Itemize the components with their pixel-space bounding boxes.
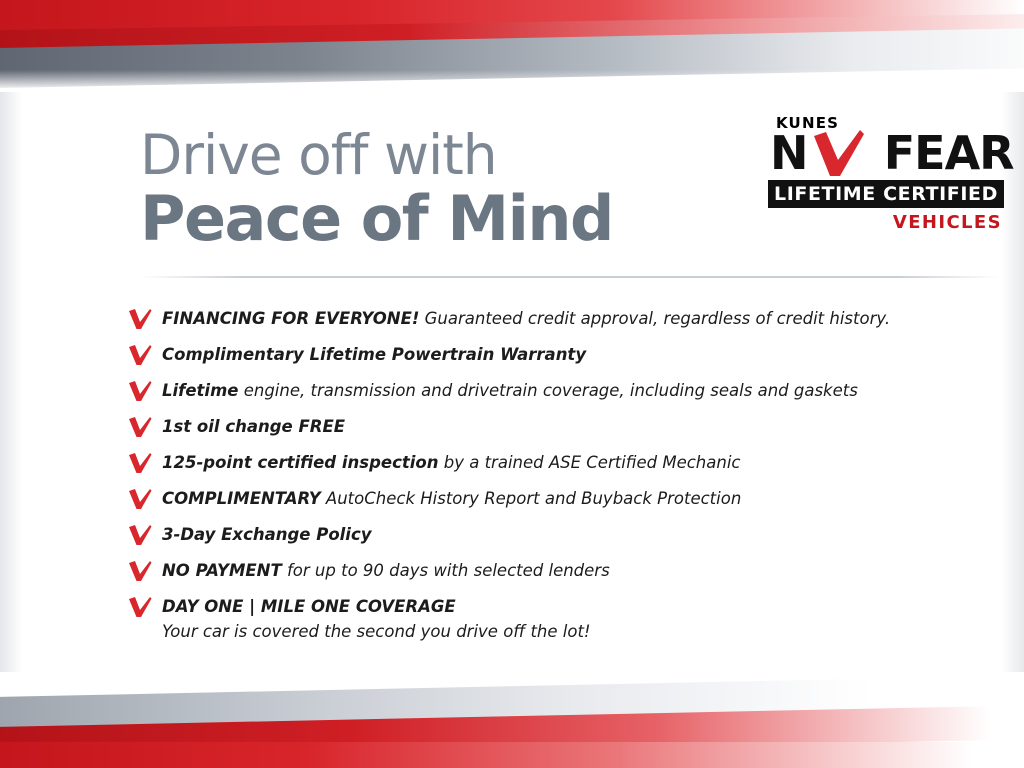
list-item-text	[162, 561, 610, 580]
logo-nofear-n: N	[770, 126, 808, 180]
list-item-subtext: Your car is covered the second you drive off the lot!	[162, 622, 591, 641]
list-item	[128, 524, 968, 550]
list-item	[128, 452, 968, 478]
red-check-mark-icon	[810, 130, 866, 180]
logo-nofear-fear: FEAR	[883, 126, 1014, 180]
red-check-mark-icon	[128, 561, 152, 583]
list-item-rest: Guaranteed credit approval, regardless of credit history.	[419, 309, 891, 328]
list-item-bold: FINANCING FOR EVERYONE!	[162, 309, 420, 328]
red-check-mark-icon	[128, 381, 152, 403]
red-check-mark-icon	[128, 525, 152, 547]
logo-vehicles-text: VEHICLES	[892, 212, 1002, 233]
list-item	[128, 308, 968, 334]
list-item-rest: engine, transmission and drivetrain coverage, including seals and gaskets	[238, 381, 858, 400]
headline-block	[140, 123, 740, 255]
list-item	[128, 560, 968, 586]
logo-nofear-text	[770, 128, 1014, 178]
list-item-bold: COMPLIMENTARY	[162, 489, 321, 508]
list-item	[128, 344, 968, 370]
list-item-bold: 3-Day Exchange Policy	[162, 525, 372, 544]
headline-line-2: Peace of Mind	[140, 182, 613, 255]
headline-line-1: Drive off with	[140, 123, 497, 187]
red-check-mark-icon	[128, 453, 152, 475]
kunes-no-fear-logo	[760, 104, 1014, 254]
list-item-bold: 1st oil change FREE	[162, 417, 345, 436]
bottom-decorative-band	[0, 672, 1024, 768]
list-item-bold: Lifetime	[162, 381, 239, 400]
red-check-mark-icon	[128, 345, 152, 367]
list-item	[128, 416, 968, 442]
logo-brand-text: KUNES	[776, 114, 840, 132]
red-check-mark-icon	[128, 489, 152, 511]
list-item-text	[162, 597, 456, 616]
red-check-mark-icon	[128, 597, 152, 619]
list-item	[128, 596, 968, 622]
list-item-bold: Complimentary Lifetime Powertrain Warranty	[162, 345, 587, 364]
left-edge-tint	[0, 92, 22, 676]
list-item-text	[162, 309, 890, 328]
list-item-bold: NO PAYMENT	[162, 561, 282, 580]
red-check-mark-icon	[128, 417, 152, 439]
top-decorative-band	[0, 0, 1024, 92]
logo-lifetime-certified-banner: LIFETIME CERTIFIED	[768, 180, 1004, 208]
list-item-text	[162, 489, 741, 508]
list-item	[128, 488, 968, 514]
list-item-text	[162, 525, 372, 544]
list-item-rest: AutoCheck History Report and Buyback Protection	[320, 489, 742, 508]
list-item-bold: 125-point certified inspection	[162, 453, 439, 472]
bottom-red-stripe	[0, 742, 1024, 768]
list-item-rest: for up to 90 days with selected lenders	[281, 561, 610, 580]
list-item	[128, 380, 968, 406]
red-check-mark-icon	[128, 309, 152, 331]
top-white-fade	[0, 70, 1024, 92]
headline-divider	[140, 276, 1000, 278]
benefits-list	[128, 308, 968, 644]
list-item-text	[162, 417, 345, 436]
list-item-rest: by a trained ASE Certified Mechanic	[438, 453, 741, 472]
list-item-text	[162, 453, 740, 472]
list-item-text	[162, 345, 586, 364]
list-item-bold: DAY ONE | MILE ONE COVERAGE	[162, 597, 456, 616]
list-item-text	[162, 381, 858, 400]
